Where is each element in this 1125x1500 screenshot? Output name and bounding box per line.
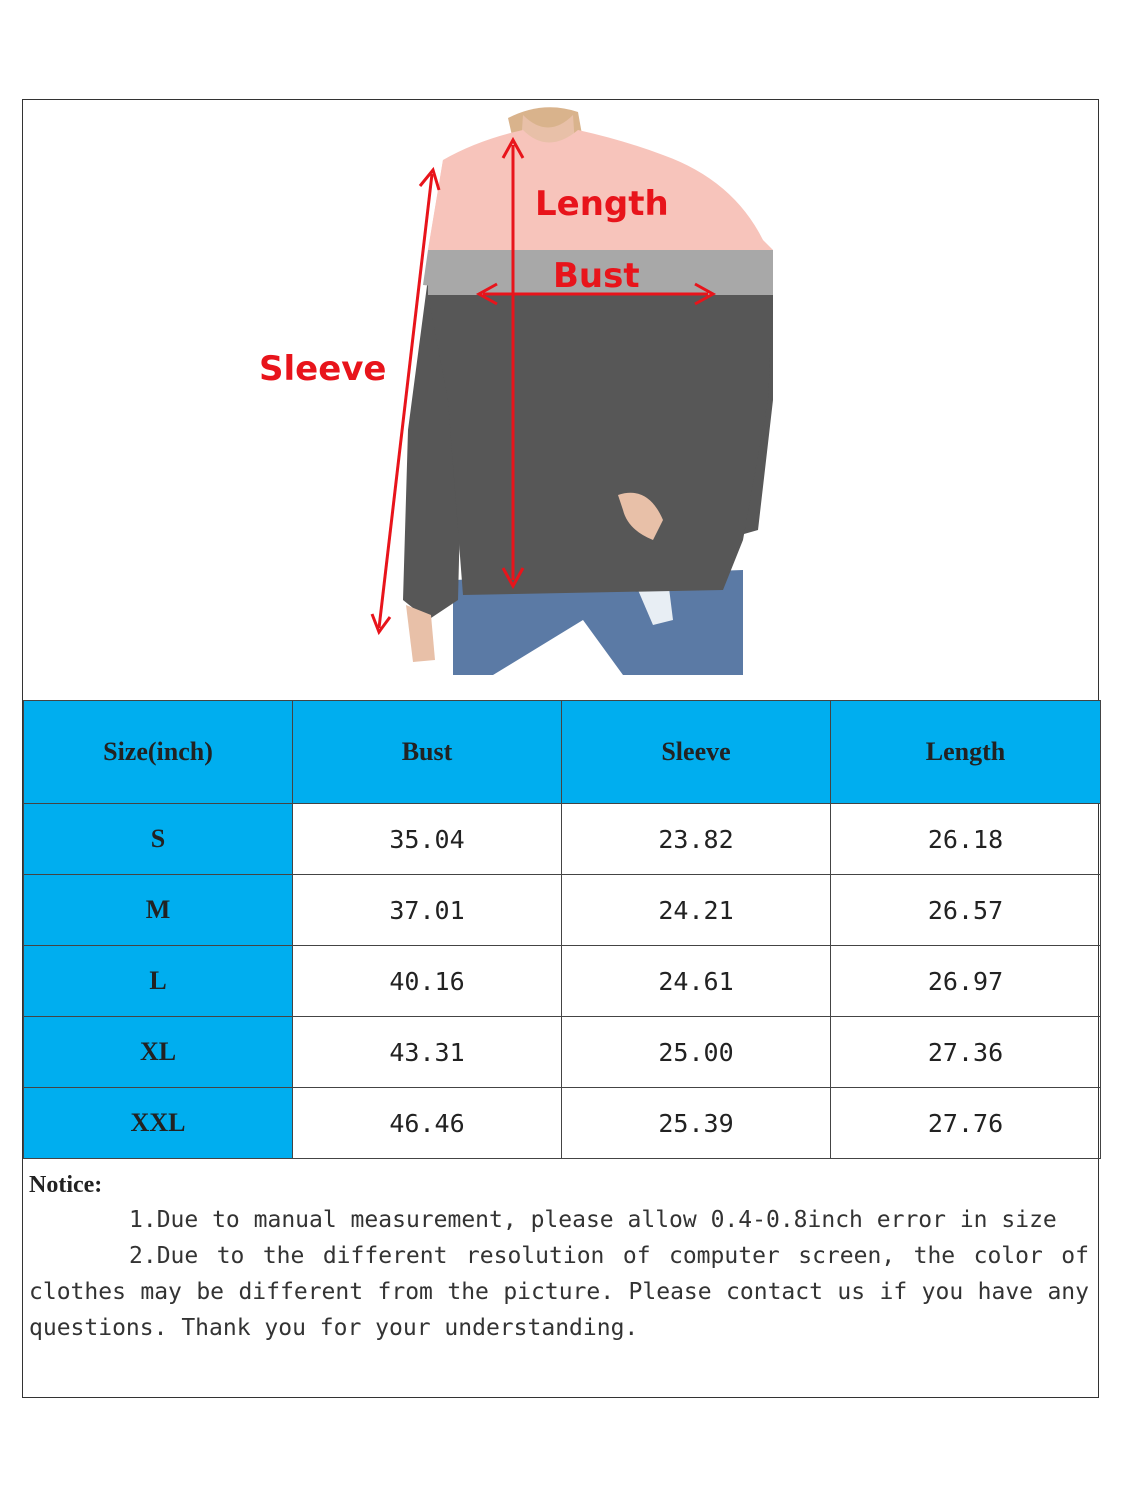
- table-row: [24, 804, 1101, 875]
- length-cell: 26.57: [831, 875, 1101, 946]
- header-size: Size(inch): [24, 701, 293, 804]
- length-cell: 26.97: [831, 946, 1101, 1017]
- bust-cell: 46.46: [293, 1088, 562, 1159]
- product-photo: [23, 100, 1098, 700]
- sleeve-cell: 23.82: [562, 804, 831, 875]
- size-cell: S: [24, 804, 293, 875]
- table-row: [24, 1088, 1101, 1159]
- notice-item: 2.Due to the different resolution of computer screen, the color of clothes may be different from the picture. Please contact us if you have any questions. Thank you for your understanding.: [29, 1243, 1089, 1341]
- bust-cell: 40.16: [293, 946, 562, 1017]
- length-cell: 27.76: [831, 1088, 1101, 1159]
- bust-cell: 37.01: [293, 875, 562, 946]
- torso-dark: [428, 295, 773, 595]
- notice-section: [29, 1168, 1089, 1346]
- shirt-measurement-diagram: [23, 100, 1098, 700]
- size-cell: L: [24, 946, 293, 1017]
- header-sleeve: Sleeve: [562, 701, 831, 804]
- sleeve-cell: 24.61: [562, 946, 831, 1017]
- length-cell: 27.36: [831, 1017, 1101, 1088]
- header-length: Length: [831, 701, 1101, 804]
- size-cell: XXL: [24, 1088, 293, 1159]
- sleeve-label: Sleeve: [259, 349, 387, 389]
- sleeve-cell: 25.00: [562, 1017, 831, 1088]
- bust-label: Bust: [553, 256, 640, 296]
- table-row: [24, 946, 1101, 1017]
- notice-title: Notice:: [29, 1172, 103, 1198]
- bust-cell: 43.31: [293, 1017, 562, 1088]
- notice-item: 1.Due to manual measurement, please allow 0.4-0.8inch error in size: [129, 1207, 1057, 1233]
- table-row: [24, 875, 1101, 946]
- header-bust: Bust: [293, 701, 562, 804]
- size-cell: M: [24, 875, 293, 946]
- sleeve-cell: 24.21: [562, 875, 831, 946]
- sleeve-cell: 25.39: [562, 1088, 831, 1159]
- length-cell: 26.18: [831, 804, 1101, 875]
- table-header-row: [24, 701, 1101, 804]
- table-row: [24, 1017, 1101, 1088]
- bust-cell: 35.04: [293, 804, 562, 875]
- size-table: [23, 700, 1101, 1159]
- length-label: Length: [535, 184, 669, 224]
- size-cell: XL: [24, 1017, 293, 1088]
